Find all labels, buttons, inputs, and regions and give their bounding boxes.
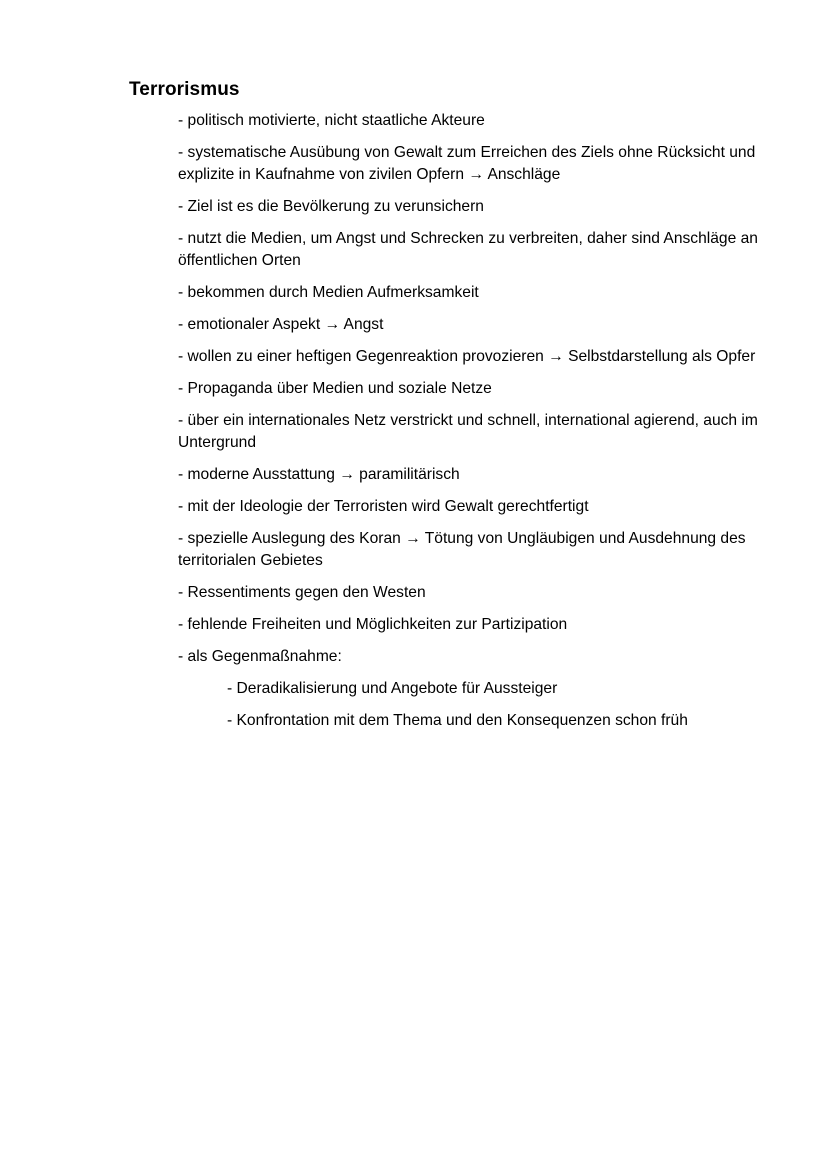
sub-list-container (178, 678, 768, 732)
sub-list-item: - Konfrontation mit dem Thema und den Konsequenzen schon früh (227, 712, 688, 729)
bullet-list (178, 110, 768, 742)
list-item: - politisch motivierte, nicht staatliche Akteure (178, 112, 485, 129)
list-item: - emotionaler Aspekt → Angst (178, 316, 384, 333)
list-item: - Ressentiments gegen den Westen (178, 584, 426, 601)
list-item: - nutzt die Medien, um Angst und Schrecken zu verbreiten, daher sind Anschläge an öffentlichen Orten (178, 230, 758, 269)
list-item: - mit der Ideologie der Terroristen wird Gewalt gerechtfertigt (178, 498, 589, 515)
list-item: - fehlende Freiheiten und Möglichkeiten zur Partizipation (178, 616, 568, 633)
list-item: - spezielle Auslegung des Koran → Tötung von Ungläubigen und Ausdehnung des territorialen Gebietes (178, 530, 746, 569)
list-item: - Propaganda über Medien und soziale Netze (178, 380, 492, 397)
list-item: - als Gegenmaßnahme: (178, 648, 342, 665)
list-item: - moderne Ausstattung → paramilitärisch (178, 466, 460, 483)
list-item: - systematische Ausübung von Gewalt zum Erreichen des Ziels ohne Rücksicht und explizite in Kaufnahme von zivilen Opfern → Anschläge (178, 144, 756, 183)
page-title: Terrorismus (129, 79, 240, 100)
sub-list-item: - Deradikalisierung und Angebote für Aussteiger (227, 680, 558, 697)
list-item: - wollen zu einer heftigen Gegenreaktion provozieren → Selbstdarstellung als Opfer (178, 348, 756, 365)
list-item: - bekommen durch Medien Aufmerksamkeit (178, 284, 479, 301)
sub-bullet-list (178, 678, 768, 732)
list-item: - über ein internationales Netz verstrickt und schnell, international agierend, auch im Untergrund (178, 412, 758, 451)
list-item: - Ziel ist es die Bevölkerung zu verunsichern (178, 198, 484, 215)
